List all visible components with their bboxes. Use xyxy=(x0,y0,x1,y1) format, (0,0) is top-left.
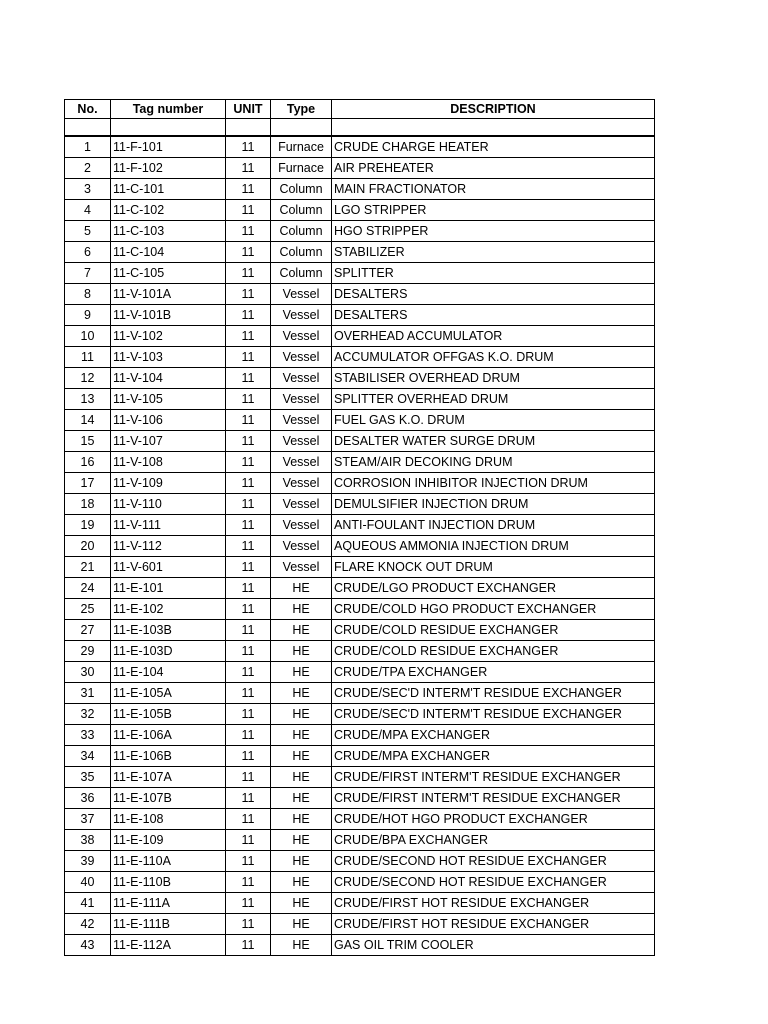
cell-tag-number: 11-E-104 xyxy=(111,662,226,683)
header-spacer-row xyxy=(65,119,655,137)
cell-type: HE xyxy=(271,683,332,704)
cell-unit: 11 xyxy=(226,242,271,263)
cell-tag-number: 11-V-107 xyxy=(111,431,226,452)
cell-unit: 11 xyxy=(226,158,271,179)
cell-type: Furnace xyxy=(271,136,332,158)
cell-type: Vessel xyxy=(271,431,332,452)
table-header xyxy=(65,100,655,137)
table-row xyxy=(65,599,655,620)
cell-description: CRUDE CHARGE HEATER xyxy=(332,136,655,158)
cell-unit: 11 xyxy=(226,557,271,578)
cell-tag-number: 11-V-106 xyxy=(111,410,226,431)
cell-description: CRUDE/COLD RESIDUE EXCHANGER xyxy=(332,641,655,662)
cell-description: AQUEOUS AMMONIA INJECTION DRUM xyxy=(332,536,655,557)
cell-unit: 11 xyxy=(226,347,271,368)
cell-no: 41 xyxy=(65,893,111,914)
cell-tag-number: 11-V-109 xyxy=(111,473,226,494)
cell-no: 38 xyxy=(65,830,111,851)
header-no: No. xyxy=(65,100,111,119)
cell-no: 40 xyxy=(65,872,111,893)
cell-description: SPLITTER xyxy=(332,263,655,284)
cell-tag-number: 11-V-105 xyxy=(111,389,226,410)
cell-description: OVERHEAD ACCUMULATOR xyxy=(332,326,655,347)
cell-tag-number: 11-V-101B xyxy=(111,305,226,326)
cell-unit: 11 xyxy=(226,305,271,326)
table-row xyxy=(65,347,655,368)
cell-type: Column xyxy=(271,263,332,284)
cell-unit: 11 xyxy=(226,410,271,431)
cell-description: CRUDE/MPA EXCHANGER xyxy=(332,725,655,746)
cell-no: 32 xyxy=(65,704,111,725)
cell-description: STABILIZER xyxy=(332,242,655,263)
cell-description: GAS OIL TRIM COOLER xyxy=(332,935,655,956)
table-row xyxy=(65,914,655,935)
cell-type: Vessel xyxy=(271,389,332,410)
cell-no: 43 xyxy=(65,935,111,956)
cell-description: CRUDE/MPA EXCHANGER xyxy=(332,746,655,767)
cell-unit: 11 xyxy=(226,284,271,305)
header-unit: UNIT xyxy=(226,100,271,119)
cell-tag-number: 11-E-103D xyxy=(111,641,226,662)
cell-description: FUEL GAS K.O. DRUM xyxy=(332,410,655,431)
cell-type: Vessel xyxy=(271,347,332,368)
spacer-cell xyxy=(332,119,655,137)
cell-unit: 11 xyxy=(226,620,271,641)
cell-no: 31 xyxy=(65,683,111,704)
cell-unit: 11 xyxy=(226,431,271,452)
cell-no: 29 xyxy=(65,641,111,662)
cell-unit: 11 xyxy=(226,914,271,935)
cell-unit: 11 xyxy=(226,851,271,872)
cell-tag-number: 11-E-101 xyxy=(111,578,226,599)
cell-description: CRUDE/FIRST INTERM'T RESIDUE EXCHANGER xyxy=(332,788,655,809)
cell-no: 15 xyxy=(65,431,111,452)
cell-tag-number: 11-E-110B xyxy=(111,872,226,893)
cell-description: STABILISER OVERHEAD DRUM xyxy=(332,368,655,389)
cell-description: DESALTERS xyxy=(332,305,655,326)
cell-no: 25 xyxy=(65,599,111,620)
cell-type: Vessel xyxy=(271,284,332,305)
spacer-cell xyxy=(226,119,271,137)
cell-no: 5 xyxy=(65,221,111,242)
cell-type: Vessel xyxy=(271,494,332,515)
table-row xyxy=(65,620,655,641)
table-row xyxy=(65,809,655,830)
cell-tag-number: 11-E-102 xyxy=(111,599,226,620)
cell-type: HE xyxy=(271,620,332,641)
table-row xyxy=(65,221,655,242)
table-row xyxy=(65,136,655,158)
cell-no: 13 xyxy=(65,389,111,410)
cell-tag-number: 11-C-105 xyxy=(111,263,226,284)
cell-description: CRUDE/HOT HGO PRODUCT EXCHANGER xyxy=(332,809,655,830)
table-row xyxy=(65,767,655,788)
cell-description: DESALTER WATER SURGE DRUM xyxy=(332,431,655,452)
cell-no: 21 xyxy=(65,557,111,578)
cell-no: 37 xyxy=(65,809,111,830)
cell-type: Column xyxy=(271,221,332,242)
cell-no: 7 xyxy=(65,263,111,284)
cell-type: HE xyxy=(271,725,332,746)
cell-no: 36 xyxy=(65,788,111,809)
cell-description: HGO STRIPPER xyxy=(332,221,655,242)
cell-type: HE xyxy=(271,746,332,767)
cell-unit: 11 xyxy=(226,452,271,473)
cell-type: Vessel xyxy=(271,515,332,536)
table-row xyxy=(65,179,655,200)
table-row xyxy=(65,158,655,179)
cell-description: CRUDE/COLD RESIDUE EXCHANGER xyxy=(332,620,655,641)
cell-type: Vessel xyxy=(271,305,332,326)
cell-description: CRUDE/SEC'D INTERM'T RESIDUE EXCHANGER xyxy=(332,704,655,725)
cell-description: CRUDE/LGO PRODUCT EXCHANGER xyxy=(332,578,655,599)
cell-description: MAIN FRACTIONATOR xyxy=(332,179,655,200)
cell-tag-number: 11-V-112 xyxy=(111,536,226,557)
cell-unit: 11 xyxy=(226,809,271,830)
table-row xyxy=(65,536,655,557)
cell-description: FLARE KNOCK OUT DRUM xyxy=(332,557,655,578)
cell-type: HE xyxy=(271,914,332,935)
cell-type: HE xyxy=(271,872,332,893)
cell-type: HE xyxy=(271,578,332,599)
cell-tag-number: 11-V-104 xyxy=(111,368,226,389)
cell-unit: 11 xyxy=(226,326,271,347)
table-row xyxy=(65,515,655,536)
cell-no: 39 xyxy=(65,851,111,872)
cell-no: 10 xyxy=(65,326,111,347)
cell-type: HE xyxy=(271,788,332,809)
cell-description: ACCUMULATOR OFFGAS K.O. DRUM xyxy=(332,347,655,368)
cell-unit: 11 xyxy=(226,368,271,389)
cell-tag-number: 11-V-110 xyxy=(111,494,226,515)
cell-unit: 11 xyxy=(226,515,271,536)
cell-tag-number: 11-V-103 xyxy=(111,347,226,368)
cell-unit: 11 xyxy=(226,872,271,893)
table-row xyxy=(65,242,655,263)
table-row xyxy=(65,851,655,872)
cell-description: SPLITTER OVERHEAD DRUM xyxy=(332,389,655,410)
cell-unit: 11 xyxy=(226,641,271,662)
cell-description: CRUDE/FIRST HOT RESIDUE EXCHANGER xyxy=(332,893,655,914)
cell-tag-number: 11-E-109 xyxy=(111,830,226,851)
table-row xyxy=(65,452,655,473)
cell-type: HE xyxy=(271,830,332,851)
cell-type: HE xyxy=(271,893,332,914)
table-row xyxy=(65,557,655,578)
cell-description: ANTI-FOULANT INJECTION DRUM xyxy=(332,515,655,536)
table-row xyxy=(65,284,655,305)
cell-type: Vessel xyxy=(271,410,332,431)
table-row xyxy=(65,683,655,704)
cell-no: 19 xyxy=(65,515,111,536)
cell-unit: 11 xyxy=(226,536,271,557)
cell-type: Vessel xyxy=(271,536,332,557)
table-row xyxy=(65,725,655,746)
table-row xyxy=(65,431,655,452)
cell-description: CORROSION INHIBITOR INJECTION DRUM xyxy=(332,473,655,494)
table-row xyxy=(65,368,655,389)
cell-type: Vessel xyxy=(271,557,332,578)
table-row xyxy=(65,830,655,851)
cell-tag-number: 11-V-601 xyxy=(111,557,226,578)
cell-no: 4 xyxy=(65,200,111,221)
cell-unit: 11 xyxy=(226,893,271,914)
table-row xyxy=(65,305,655,326)
cell-tag-number: 11-E-107B xyxy=(111,788,226,809)
cell-no: 16 xyxy=(65,452,111,473)
cell-description: CRUDE/SECOND HOT RESIDUE EXCHANGER xyxy=(332,872,655,893)
cell-no: 20 xyxy=(65,536,111,557)
cell-tag-number: 11-E-105B xyxy=(111,704,226,725)
cell-tag-number: 11-E-108 xyxy=(111,809,226,830)
cell-no: 11 xyxy=(65,347,111,368)
cell-description: DEMULSIFIER INJECTION DRUM xyxy=(332,494,655,515)
table-row xyxy=(65,746,655,767)
header-type: Type xyxy=(271,100,332,119)
cell-no: 27 xyxy=(65,620,111,641)
table-row xyxy=(65,578,655,599)
cell-unit: 11 xyxy=(226,935,271,956)
cell-tag-number: 11-V-108 xyxy=(111,452,226,473)
cell-description: CRUDE/SEC'D INTERM'T RESIDUE EXCHANGER xyxy=(332,683,655,704)
cell-type: HE xyxy=(271,935,332,956)
cell-tag-number: 11-C-103 xyxy=(111,221,226,242)
cell-unit: 11 xyxy=(226,263,271,284)
cell-unit: 11 xyxy=(226,725,271,746)
header-tag-number: Tag number xyxy=(111,100,226,119)
cell-tag-number: 11-E-105A xyxy=(111,683,226,704)
cell-tag-number: 11-E-106A xyxy=(111,725,226,746)
table-row xyxy=(65,788,655,809)
cell-tag-number: 11-V-102 xyxy=(111,326,226,347)
cell-type: Vessel xyxy=(271,473,332,494)
table-row xyxy=(65,893,655,914)
cell-no: 14 xyxy=(65,410,111,431)
cell-type: Furnace xyxy=(271,158,332,179)
cell-no: 8 xyxy=(65,284,111,305)
cell-description: AIR PREHEATER xyxy=(332,158,655,179)
cell-unit: 11 xyxy=(226,473,271,494)
cell-tag-number: 11-C-104 xyxy=(111,242,226,263)
cell-tag-number: 11-E-110A xyxy=(111,851,226,872)
cell-type: HE xyxy=(271,599,332,620)
cell-description: LGO STRIPPER xyxy=(332,200,655,221)
cell-unit: 11 xyxy=(226,389,271,410)
cell-type: Vessel xyxy=(271,326,332,347)
cell-description: CRUDE/BPA EXCHANGER xyxy=(332,830,655,851)
cell-description: CRUDE/SECOND HOT RESIDUE EXCHANGER xyxy=(332,851,655,872)
cell-tag-number: 11-F-102 xyxy=(111,158,226,179)
cell-unit: 11 xyxy=(226,746,271,767)
table-row xyxy=(65,473,655,494)
cell-description: DESALTERS xyxy=(332,284,655,305)
cell-tag-number: 11-V-111 xyxy=(111,515,226,536)
cell-unit: 11 xyxy=(226,221,271,242)
equipment-list-sheet xyxy=(64,99,655,956)
cell-no: 18 xyxy=(65,494,111,515)
table-body xyxy=(65,136,655,956)
cell-type: Column xyxy=(271,200,332,221)
cell-no: 2 xyxy=(65,158,111,179)
table-row xyxy=(65,641,655,662)
cell-description: CRUDE/FIRST INTERM'T RESIDUE EXCHANGER xyxy=(332,767,655,788)
cell-unit: 11 xyxy=(226,578,271,599)
cell-tag-number: 11-V-101A xyxy=(111,284,226,305)
header-description: DESCRIPTION xyxy=(332,100,655,119)
cell-tag-number: 11-E-103B xyxy=(111,620,226,641)
cell-type: Column xyxy=(271,242,332,263)
cell-type: HE xyxy=(271,809,332,830)
cell-type: Vessel xyxy=(271,452,332,473)
equipment-table xyxy=(64,99,655,956)
table-row xyxy=(65,410,655,431)
cell-unit: 11 xyxy=(226,599,271,620)
cell-tag-number: 11-E-111B xyxy=(111,914,226,935)
cell-tag-number: 11-E-106B xyxy=(111,746,226,767)
cell-no: 1 xyxy=(65,136,111,158)
cell-unit: 11 xyxy=(226,136,271,158)
cell-unit: 11 xyxy=(226,494,271,515)
cell-no: 3 xyxy=(65,179,111,200)
cell-unit: 11 xyxy=(226,662,271,683)
header-row xyxy=(65,100,655,119)
spacer-cell xyxy=(271,119,332,137)
cell-no: 34 xyxy=(65,746,111,767)
cell-no: 24 xyxy=(65,578,111,599)
cell-tag-number: 11-E-111A xyxy=(111,893,226,914)
cell-no: 30 xyxy=(65,662,111,683)
cell-unit: 11 xyxy=(226,704,271,725)
cell-no: 6 xyxy=(65,242,111,263)
cell-unit: 11 xyxy=(226,683,271,704)
spacer-cell xyxy=(111,119,226,137)
table-row xyxy=(65,662,655,683)
cell-no: 33 xyxy=(65,725,111,746)
table-row xyxy=(65,935,655,956)
cell-no: 35 xyxy=(65,767,111,788)
table-row xyxy=(65,389,655,410)
cell-tag-number: 11-C-101 xyxy=(111,179,226,200)
cell-tag-number: 11-E-107A xyxy=(111,767,226,788)
cell-description: CRUDE/FIRST HOT RESIDUE EXCHANGER xyxy=(332,914,655,935)
cell-tag-number: 11-F-101 xyxy=(111,136,226,158)
cell-no: 12 xyxy=(65,368,111,389)
cell-type: HE xyxy=(271,641,332,662)
cell-tag-number: 11-E-112A xyxy=(111,935,226,956)
cell-description: STEAM/AIR DECOKING DRUM xyxy=(332,452,655,473)
table-row xyxy=(65,872,655,893)
cell-unit: 11 xyxy=(226,830,271,851)
cell-type: HE xyxy=(271,851,332,872)
table-row xyxy=(65,200,655,221)
cell-no: 17 xyxy=(65,473,111,494)
cell-tag-number: 11-C-102 xyxy=(111,200,226,221)
table-row xyxy=(65,494,655,515)
cell-unit: 11 xyxy=(226,788,271,809)
table-row xyxy=(65,326,655,347)
table-row xyxy=(65,263,655,284)
cell-no: 42 xyxy=(65,914,111,935)
cell-description: CRUDE/TPA EXCHANGER xyxy=(332,662,655,683)
cell-unit: 11 xyxy=(226,767,271,788)
spacer-cell xyxy=(65,119,111,137)
table-row xyxy=(65,704,655,725)
cell-type: HE xyxy=(271,704,332,725)
cell-no: 9 xyxy=(65,305,111,326)
cell-unit: 11 xyxy=(226,179,271,200)
cell-description: CRUDE/COLD HGO PRODUCT EXCHANGER xyxy=(332,599,655,620)
cell-type: HE xyxy=(271,767,332,788)
cell-type: Vessel xyxy=(271,368,332,389)
cell-type: Column xyxy=(271,179,332,200)
cell-unit: 11 xyxy=(226,200,271,221)
cell-type: HE xyxy=(271,662,332,683)
